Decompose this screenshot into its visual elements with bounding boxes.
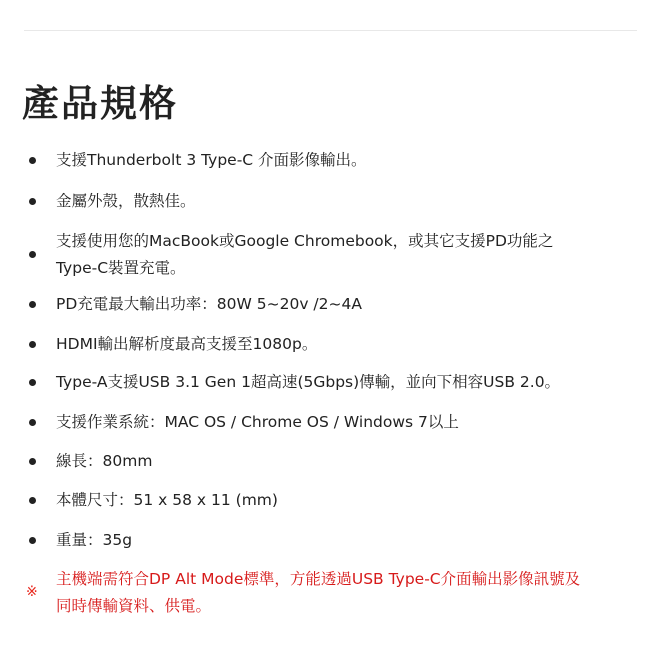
spec-text: Type-A支援USB 3.1 Gen 1超高速(5Gbps)傳輸，並向下相容USB 2.0。	[56, 373, 561, 391]
spec-text: 線長：80mm	[56, 452, 153, 470]
spec-text: 支援使用您的MacBook或Google Chromebook，或其它支援PD功能之 Type-C裝置充電。	[56, 232, 554, 277]
spec-text: 本體尺寸：51 x 58 x 11 (mm)	[56, 491, 278, 509]
bullet-icon	[29, 301, 36, 308]
spec-text: PD充電最大輸出功率：80W 5~20v /2~4A	[56, 295, 362, 313]
bullet-icon	[29, 497, 36, 504]
bullet-icon	[29, 458, 36, 465]
note-mark-icon: ※	[26, 584, 38, 600]
bullet-icon	[29, 157, 36, 164]
bullet-icon	[29, 341, 36, 348]
spec-text: 金屬外殼，散熱佳。	[56, 192, 196, 210]
note-text: 主機端需符合DP Alt Mode標準，方能透過USB Type-C介面輸出影像訊號及 同時傳輸資料、供電。	[56, 570, 581, 615]
bullet-icon	[29, 198, 36, 205]
spec-text: 支援作業系統：MAC OS / Chrome OS / Windows 7以上	[56, 413, 459, 431]
spec-text: 支援Thunderbolt 3 Type-C 介面影像輸出。	[56, 151, 367, 169]
bullet-icon	[29, 379, 36, 386]
bullet-icon	[29, 251, 36, 258]
spec-text: HDMI輸出解析度最高支援至1080p。	[56, 335, 318, 353]
spec-text: 重量：35g	[56, 531, 133, 549]
section-title: 產品規格	[22, 82, 178, 125]
bullet-icon	[29, 419, 36, 426]
bullet-icon	[29, 537, 36, 544]
